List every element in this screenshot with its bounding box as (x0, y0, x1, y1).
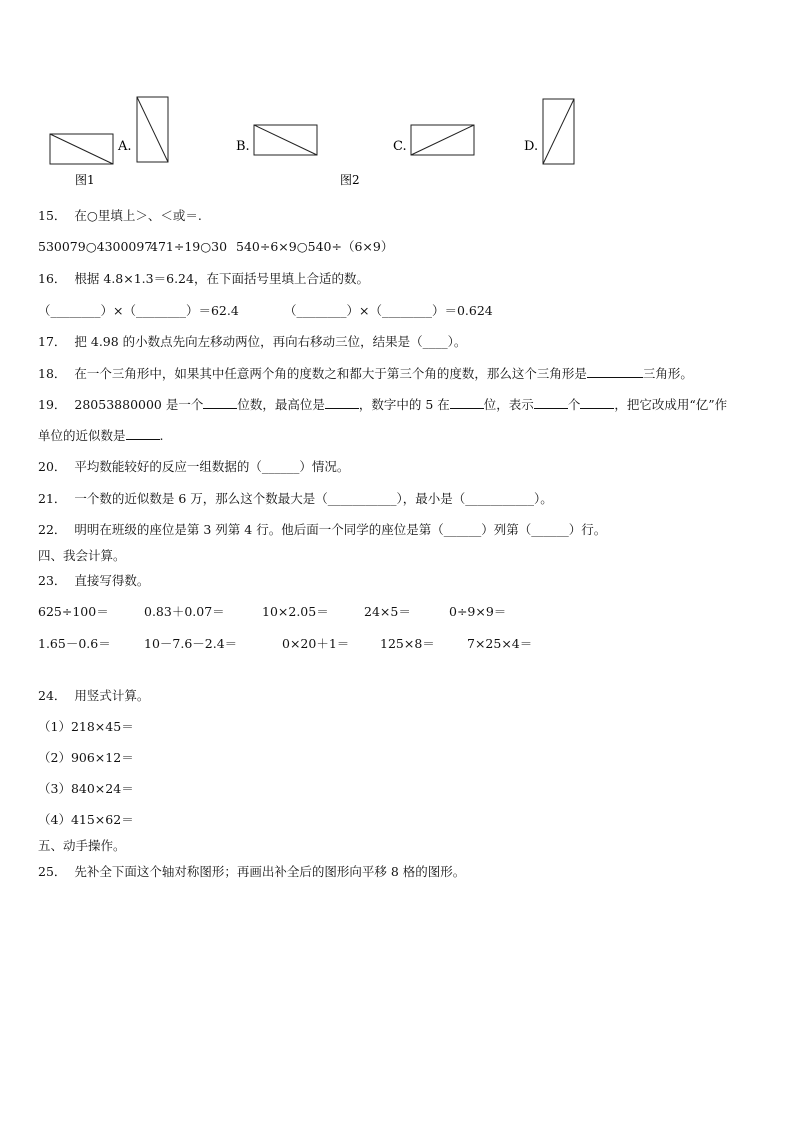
q15-item-1: 530079○4300097 (38, 239, 153, 254)
question-text: ，把它改成用“亿”作 (614, 397, 728, 412)
answer-blank (325, 397, 359, 409)
question-text-end: 三角形。 (642, 366, 693, 381)
question-number: 18． (38, 366, 67, 381)
question-number: 17． (38, 334, 67, 349)
q15-item-2: 471÷19○30 (150, 239, 228, 254)
question-22 (38, 522, 606, 538)
question-text: 明明在班级的座位是第 3 列第 4 行。他后面一个同学的座位是第（______）列第（______）行。 (74, 522, 607, 537)
option-c-diagonal (411, 125, 474, 155)
question-text: 位，表示 (483, 397, 534, 412)
calc-item: 0×20＋1＝ (282, 636, 350, 651)
q16-expression-2: （________）×（________）＝0.624 (284, 303, 493, 318)
question-number: 22． (38, 522, 67, 537)
calc-item: 24×5＝ (364, 604, 411, 619)
question-18 (38, 366, 693, 382)
question-19-continued (38, 428, 164, 444)
question-text: 在一个三角形中，如果其中任意两个角的度数之和都大于第三个角的度数，那么这个三角形是 (74, 366, 587, 381)
option-c-label: C. (393, 139, 407, 154)
question-24 (38, 688, 149, 704)
answer-blank (126, 428, 160, 440)
question-16 (38, 271, 369, 287)
option-a-diagonal (137, 97, 168, 162)
calc-item: 125×8＝ (380, 636, 435, 651)
q15-item-3: 540÷6×9○540÷（6×9） (236, 239, 394, 254)
section-4-title: 四、我会计算。 (38, 548, 126, 563)
option-d-label: D. (524, 139, 539, 154)
question-number: 19． (38, 397, 67, 412)
question-text: 一个数的近似数是 6 万，那么这个数最大是（___________），最小是（___________）。 (74, 491, 553, 506)
question-text: 用竖式计算。 (74, 688, 150, 703)
question-text: 个 (567, 397, 581, 412)
calc-item: 625÷100＝ (38, 604, 109, 619)
answer-blank (587, 366, 643, 378)
question-25 (38, 864, 465, 880)
calc-item: 10×2.05＝ (262, 604, 329, 619)
question-20 (38, 459, 349, 475)
question-text: 位数，最高位是 (237, 397, 325, 412)
question-number: 23． (38, 573, 67, 588)
option-a-label: A. (118, 139, 132, 154)
question-number: 20． (38, 459, 67, 474)
question-text: 在○里填上＞、＜或＝. (74, 208, 202, 223)
question-number: 25． (38, 864, 67, 879)
question-23 (38, 573, 149, 589)
question-number: 16． (38, 271, 67, 286)
option-b-label: B. (236, 139, 250, 154)
answer-blank (534, 397, 568, 409)
answer-blank (450, 397, 484, 409)
calc-item: 10－7.6－2.4＝ (144, 636, 238, 651)
question-number: 15． (38, 208, 67, 223)
calc-item: 7×25×4＝ (467, 636, 533, 651)
figure-2-caption: 图2 (340, 173, 360, 187)
question-text: 直接写得数。 (74, 573, 150, 588)
vertical-calc-item: （1）218×45＝ (38, 719, 134, 734)
option-b-diagonal (254, 125, 317, 155)
vertical-calc-item: （3）840×24＝ (38, 781, 134, 796)
question-text: 28053880000 是一个 (74, 397, 204, 412)
vertical-calc-item: （4）415×62＝ (38, 812, 134, 827)
figure-1-caption: 图1 (75, 173, 95, 187)
question-text: 根据 4.8×1.3＝6.24，在下面括号里填上合适的数。 (74, 271, 369, 286)
q16-expression-1: （________）×（________）＝62.4 (38, 303, 239, 318)
question-15 (38, 208, 202, 224)
section-5-title: 五、动手操作。 (38, 838, 126, 853)
question-text: ，数字中的 5 在 (358, 397, 450, 412)
question-text: 单位的近似数是 (38, 428, 126, 443)
option-d-diagonal (543, 99, 574, 164)
question-17 (38, 334, 466, 350)
calc-item: 0.83＋0.07＝ (144, 604, 225, 619)
rectangle-figures (0, 90, 794, 190)
figure-1-diagonal (50, 134, 113, 164)
question-21 (38, 491, 553, 507)
answer-blank (580, 397, 614, 409)
question-text: 把 4.98 的小数点先向左移动两位，再向右移动三位，结果是（____）。 (74, 334, 467, 349)
question-19 (38, 397, 727, 413)
question-number: 24． (38, 688, 67, 703)
calc-item: 0÷9×9＝ (449, 604, 507, 619)
question-text: 平均数能较好的反应一组数据的（______）情况。 (74, 459, 350, 474)
calc-item: 1.65－0.6＝ (38, 636, 111, 651)
question-text: . (159, 428, 164, 443)
question-number: 21． (38, 491, 67, 506)
answer-blank (203, 397, 237, 409)
vertical-calc-item: （2）906×12＝ (38, 750, 134, 765)
question-text: 先补全下面这个轴对称图形；再画出补全后的图形向平移 8 格的图形。 (74, 864, 466, 879)
